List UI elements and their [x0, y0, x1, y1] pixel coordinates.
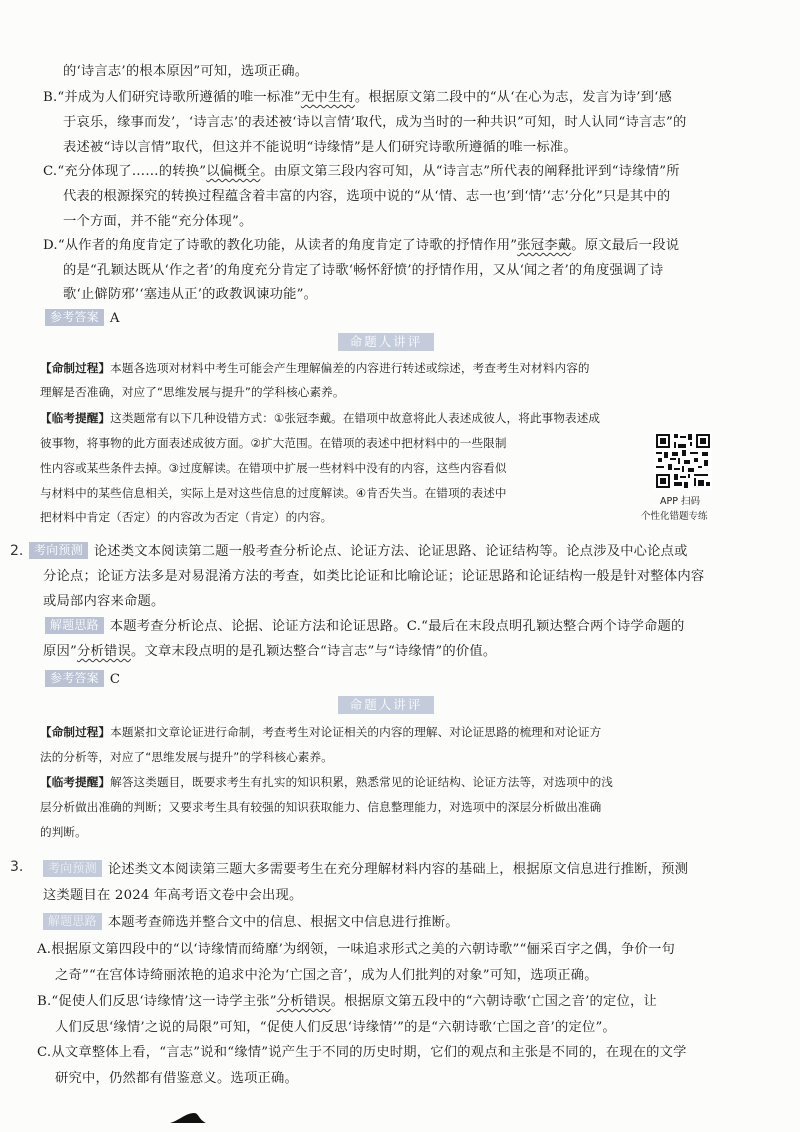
- option-d-text: 。原文最后一段说: [571, 238, 680, 253]
- solution-text: 本题考查筛选并整合文中的信息、根据文中信息进行推断。: [107, 915, 459, 930]
- prediction-tag: 考向预测: [43, 860, 102, 877]
- section-label: 【临考提醒】: [40, 411, 111, 425]
- section-label: 【临考提醒】: [40, 775, 111, 789]
- answer-tag: 参考答案: [45, 309, 104, 326]
- commentary-line: [40, 358, 590, 378]
- error-type-label: 张冠李戴: [517, 238, 572, 253]
- commentary-line: 层分析做出准确的判断；又要求考生具有较强的知识获取能力、信息整理能力，对选项中的深层分析做出准确: [40, 800, 602, 814]
- text-line: 的‘诗言志’的根本原因”可知，选项正确。: [63, 64, 309, 79]
- answer-tag: 参考答案: [45, 670, 104, 687]
- text-line: 或局部内容来命题。: [43, 594, 165, 609]
- commentary-line: 性内容或某些条件去掉。③过度解读。在错项中扩展一些材料中没有的内容，这些内容看似: [40, 461, 507, 475]
- option-b-quote: B.“促使人们反思‘诗缘情’这一诗学主张”: [37, 994, 277, 1009]
- answer-value: A: [109, 311, 120, 326]
- text-line: 分论点；论证方法多是对易混淆方法的考查，如类比论证和比喻论证；论证思路和论证结构一般是针对整体内容: [43, 569, 705, 584]
- solution-text: 原因”: [43, 644, 77, 659]
- question-number: 2.: [10, 543, 24, 559]
- option-b-text: 。根据原文第二段中的“从‘在心为志，发言为诗’到‘感: [354, 90, 673, 105]
- option-b-quote: B.“并成为人们研究诗歌所遵循的唯一标准”: [43, 90, 301, 105]
- error-type-label: 分析错误: [77, 644, 131, 659]
- option-b-line: [43, 88, 672, 108]
- option-a-line: A.根据原文第四段中的“以‘诗缘情而绮靡’为纲领，一味追求形式之美的六朝诗歌”“俪采百字之偶，争价一句: [37, 942, 675, 957]
- ink-smudge-icon: [168, 1111, 208, 1125]
- error-type-label: 无中生有: [300, 90, 355, 105]
- prediction-line: [29, 542, 688, 562]
- text-line: 歌‘止僻防邪’‘塞违从正’的政教讽谏功能”。: [63, 287, 318, 302]
- solution-tag: 解题思路: [45, 617, 104, 634]
- solution-tag: 解题思路: [43, 913, 102, 930]
- commentary-line: [40, 722, 601, 742]
- solution-text: 。文章末段点明的是孔颖达整合“诗言志”与“诗缘情”的价值。: [131, 644, 497, 659]
- commentary-line: 与材料中的某些信息相关，实际上是对这些信息的过度解读。④肯否失当。在错项的表述中: [40, 486, 507, 500]
- prediction-text: 论述类文本阅读第三题大多需要考生在充分理解材料内容的基础上，根据原文信息进行推断，预测: [107, 862, 689, 877]
- option-c-quote: C.“充分体现了……的转换”: [43, 164, 207, 179]
- option-c-text: 。由原文第三段内容可知，从“诗言志”所代表的阐释批评到“诗缘情”所: [260, 164, 680, 179]
- text-line: 于哀乐，缘事而发’，‘诗言志’的表述被‘诗以言情’取代，成为当时的一种共识”可知，时人认同“诗言志”的: [63, 115, 687, 130]
- text-line: 一个方面，并不能“充分体现”。: [63, 214, 253, 229]
- answer-value: C: [109, 672, 121, 687]
- option-b-line: [37, 992, 657, 1012]
- qr-caption-subtitle: 个性化错题专练: [641, 511, 708, 522]
- commentary-banner: 命题人讲评: [338, 696, 434, 714]
- solution-line: [45, 617, 685, 637]
- text-line: 人们反思‘缘情’之说的局限”可知，“促使人们反思‘诗缘情’”的是“六朝诗歌‘亡国之音’的定位”。: [55, 1020, 616, 1035]
- qr-caption-title: APP 扫码: [660, 496, 700, 507]
- option-c-line: C.从文章整体上看，“言志”说和“缘情”说产生于不同的历史时期，它们的观点和主张是不同的，在现在的文学: [37, 1045, 687, 1060]
- option-c-line: [43, 162, 680, 182]
- error-type-label: 以偏概全: [206, 164, 261, 179]
- option-d-quote: D.“从作者的角度肯定了诗歌的教化功能，从读者的角度肯定了诗歌的抒情作用”: [43, 238, 518, 253]
- commentary-line: 理解是否准确，对应了“思维发展与提升”的学科核心素养。: [40, 385, 345, 399]
- option-d-line: [43, 236, 679, 256]
- answer-row: [45, 309, 120, 329]
- text-line: 研究中，仍然都有借鉴意义。选项正确。: [55, 1071, 298, 1086]
- qr-code-icon[interactable]: [654, 432, 712, 490]
- option-b-text: 。根据原文第五段中的“六朝诗歌‘亡国之音’的定位，让: [330, 994, 657, 1009]
- text-line: 表述被“诗以言情”取代，但这并不能说明“诗缘情”是人们研究诗歌所遵循的唯一标准。: [63, 140, 577, 155]
- prediction-line: [43, 860, 688, 880]
- commentary-line: [40, 772, 613, 792]
- prediction-text: 论述类文本阅读第二题一般考查分析论点、论证方法、论证思路、论证结构等。论点涉及中心论点或: [93, 544, 688, 559]
- answer-row: [45, 670, 120, 690]
- section-label: 【命制过程】: [40, 361, 111, 375]
- text-line: 代表的根源探究的转换过程蕴含着丰富的内容，选项中说的“从‘情、志一也’到‘情’‘志’分化”只是其中的: [63, 189, 671, 204]
- commentary-text: 解答这类题目，既要求考生有扎实的知识积累，熟悉常见的论证结构、论证方法等，对选项中的浅: [110, 775, 614, 789]
- text-line: 的是“孔颖达既从‘作之者’的角度充分肯定了诗歌‘畅怀舒愤’的抒情作用，又从‘闻之者’的角度强调了诗: [63, 263, 664, 278]
- text-line: 之奇”“在宫体诗绮丽浓艳的追求中沦为‘亡国之音’，成为人们批判的对象”可知，选项正确。: [55, 968, 598, 983]
- solution-line: [43, 913, 459, 933]
- commentary-line: [40, 408, 600, 428]
- error-type-label: 分析错误: [276, 994, 331, 1009]
- commentary-line: 的判断。: [40, 825, 87, 839]
- commentary-banner: 命题人讲评: [338, 333, 434, 351]
- commentary-line: 彼事物，将事物的此方面表述成彼方面。②扩大范围。在错项的表述中把材料中的一些限制: [40, 436, 507, 450]
- commentary-line: 把材料中肯定（否定）的内容改为否定（肯定）的内容。: [40, 510, 333, 524]
- commentary-text: 这类题常有以下几种设错方式：①张冠李戴。在错项中故意将此人表述成彼人，将此事物表述成: [110, 411, 601, 425]
- section-label: 【命制过程】: [40, 725, 111, 739]
- prediction-tag: 考向预测: [29, 542, 88, 559]
- commentary-line: 法的分析等，对应了“思维发展与提升”的学科核心素养。: [40, 750, 333, 764]
- commentary-text: 本题紧扣文章论证进行命制，考查考生对论证相关的内容的理解、对论证思路的梳理和对论证方: [110, 725, 602, 739]
- solution-text: 本题考查分析论点、论据、论证方法和论证思路。C.“最后在末段点明孔颖达整合两个诗学命题的: [109, 619, 685, 634]
- question-number: 3.: [10, 859, 24, 875]
- solution-line: [43, 642, 496, 662]
- commentary-text: 本题各选项对材料中考生可能会产生理解偏差的内容进行转述或综述，考查考生对材料内容的: [110, 361, 590, 375]
- text-line: 这类题目在 2024 年高考语文卷中会出现。: [43, 888, 303, 903]
